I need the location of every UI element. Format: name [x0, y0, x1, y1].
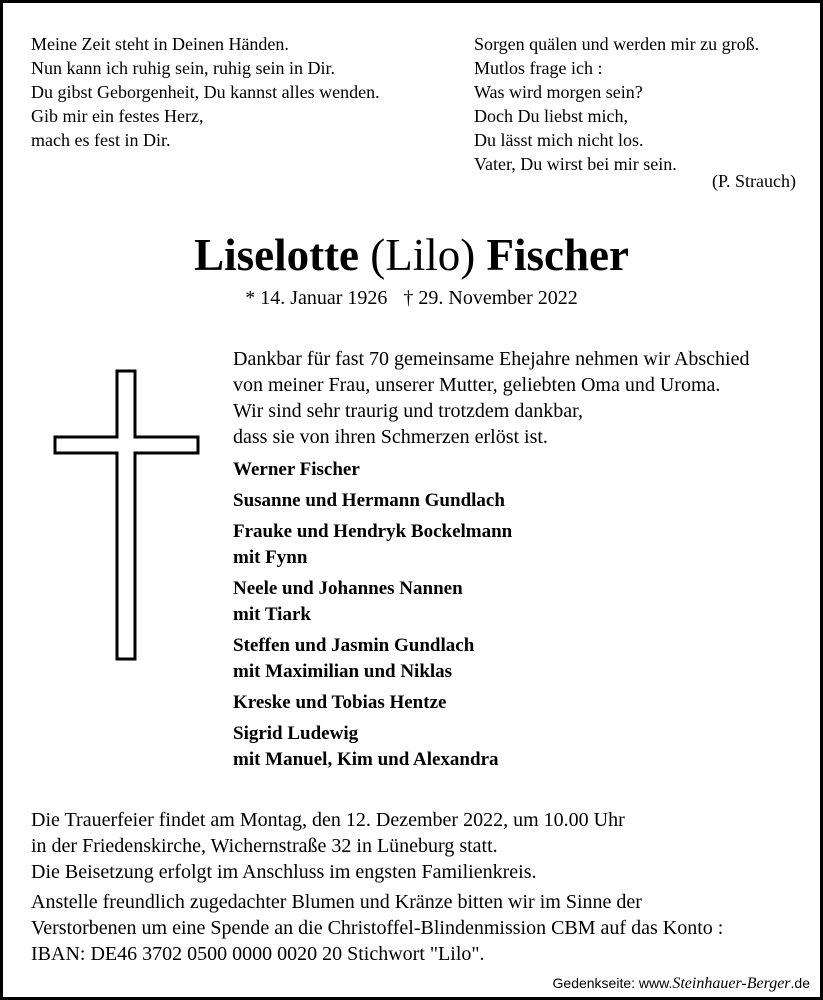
mourner-name: Frauke und Hendryk Bockelmann: [233, 521, 513, 542]
service-line: Die Beisetzung erfolgt im Anschluss im engsten Familienkreis.: [31, 861, 537, 883]
mourner-name: Werner Fischer: [233, 459, 360, 480]
poem-left: [31, 32, 380, 152]
mourner-name: Sigrid Ludewig: [233, 723, 359, 744]
donation-line: Anstelle freundlich zugedachter Blumen und Kränze bitten wir im Sinne der: [31, 891, 642, 913]
poem-line: Mutlos frage ich :: [474, 58, 603, 78]
donation-line: IBAN: DE46 3702 0500 0000 0020 20 Stichwort "Lilo".: [31, 943, 485, 965]
poem-line: Doch Du liebst mich,: [474, 106, 628, 126]
mourner-name: Kreske und Tobias Hentze: [233, 692, 447, 713]
intro-line: Wir sind sehr traurig und trotzdem dankbar,: [233, 400, 583, 422]
poem-line: Du lässt mich nicht los.: [474, 130, 644, 150]
footer-logo: Steinhauer-Berger: [672, 975, 791, 992]
mourner-group: [233, 488, 512, 514]
poem-credit: (P. Strauch): [712, 171, 796, 191]
donation-request: [31, 889, 723, 967]
donation-line: Verstorbenen um eine Spende an die Christoffel-Blindenmission CBM auf das Konto :: [31, 917, 724, 939]
last-name: Fischer: [486, 230, 629, 280]
footer-label: Gedenkseite: www.: [552, 975, 673, 991]
poem-line: Was wird morgen sein?: [474, 82, 643, 102]
footer-tld: .de: [790, 975, 810, 991]
mourners-list: [233, 457, 512, 778]
nickname: (Lilo): [370, 230, 476, 280]
intro-line: dass sie von ihren Schmerzen erlöst ist.: [233, 426, 548, 448]
cross-icon: [53, 369, 201, 661]
mourner-children: mit Tiark: [233, 604, 311, 625]
mourner-children: mit Maximilian und Niklas: [233, 661, 453, 682]
poem-line: Meine Zeit steht in Deinen Händen.: [31, 34, 289, 54]
mourner-children: mit Manuel, Kim und Alexandra: [233, 749, 499, 770]
service-line: in der Friedenskirche, Wichernstraße 32 in Lüneburg statt.: [31, 835, 498, 857]
service-line: Die Trauerfeier findet am Montag, den 12. Dezember 2022, um 10.00 Uhr: [31, 809, 625, 831]
poem-right: [474, 32, 759, 176]
poem-line: Vater, Du wirst bei mir sein.: [474, 154, 677, 174]
life-dates: [3, 285, 820, 311]
mourner-group: [233, 576, 512, 628]
deceased-name: [3, 225, 820, 285]
poem-line: mach es fest in Dir.: [31, 130, 171, 150]
mourner-group: [233, 457, 512, 483]
poem-line: Du gibst Geborgenheit, Du kannst alles wenden.: [31, 82, 380, 102]
poem-line: Gib mir ein festes Herz,: [31, 106, 204, 126]
intro-text: [233, 346, 749, 450]
intro-line: Dankbar für fast 70 gemeinsame Ehejahre nehmen wir Abschied: [233, 348, 750, 370]
intro-line: von meiner Frau, unserer Mutter, geliebten Oma und Uroma.: [233, 374, 721, 396]
mourner-group: [233, 690, 512, 716]
memorial-page-link[interactable]: [553, 973, 810, 994]
birth-date: * 14. Januar 1926: [245, 287, 388, 309]
mourner-name: Neele und Johannes Nannen: [233, 578, 463, 599]
mourner-group: [233, 721, 512, 773]
poem-line: Sorgen quälen und werden mir zu groß.: [474, 34, 760, 54]
mourner-group: [233, 633, 512, 685]
death-date: † 29. November 2022: [403, 287, 578, 309]
mourner-group: [233, 519, 512, 571]
poem-line: Nun kann ich ruhig sein, ruhig sein in Dir.: [31, 58, 335, 78]
mourner-name: Susanne und Hermann Gundlach: [233, 490, 505, 511]
funeral-service-info: [31, 807, 625, 885]
first-name: Liselotte: [194, 230, 360, 280]
mourner-children: mit Fynn: [233, 547, 308, 568]
mourner-name: Steffen und Jasmin Gundlach: [233, 635, 475, 656]
